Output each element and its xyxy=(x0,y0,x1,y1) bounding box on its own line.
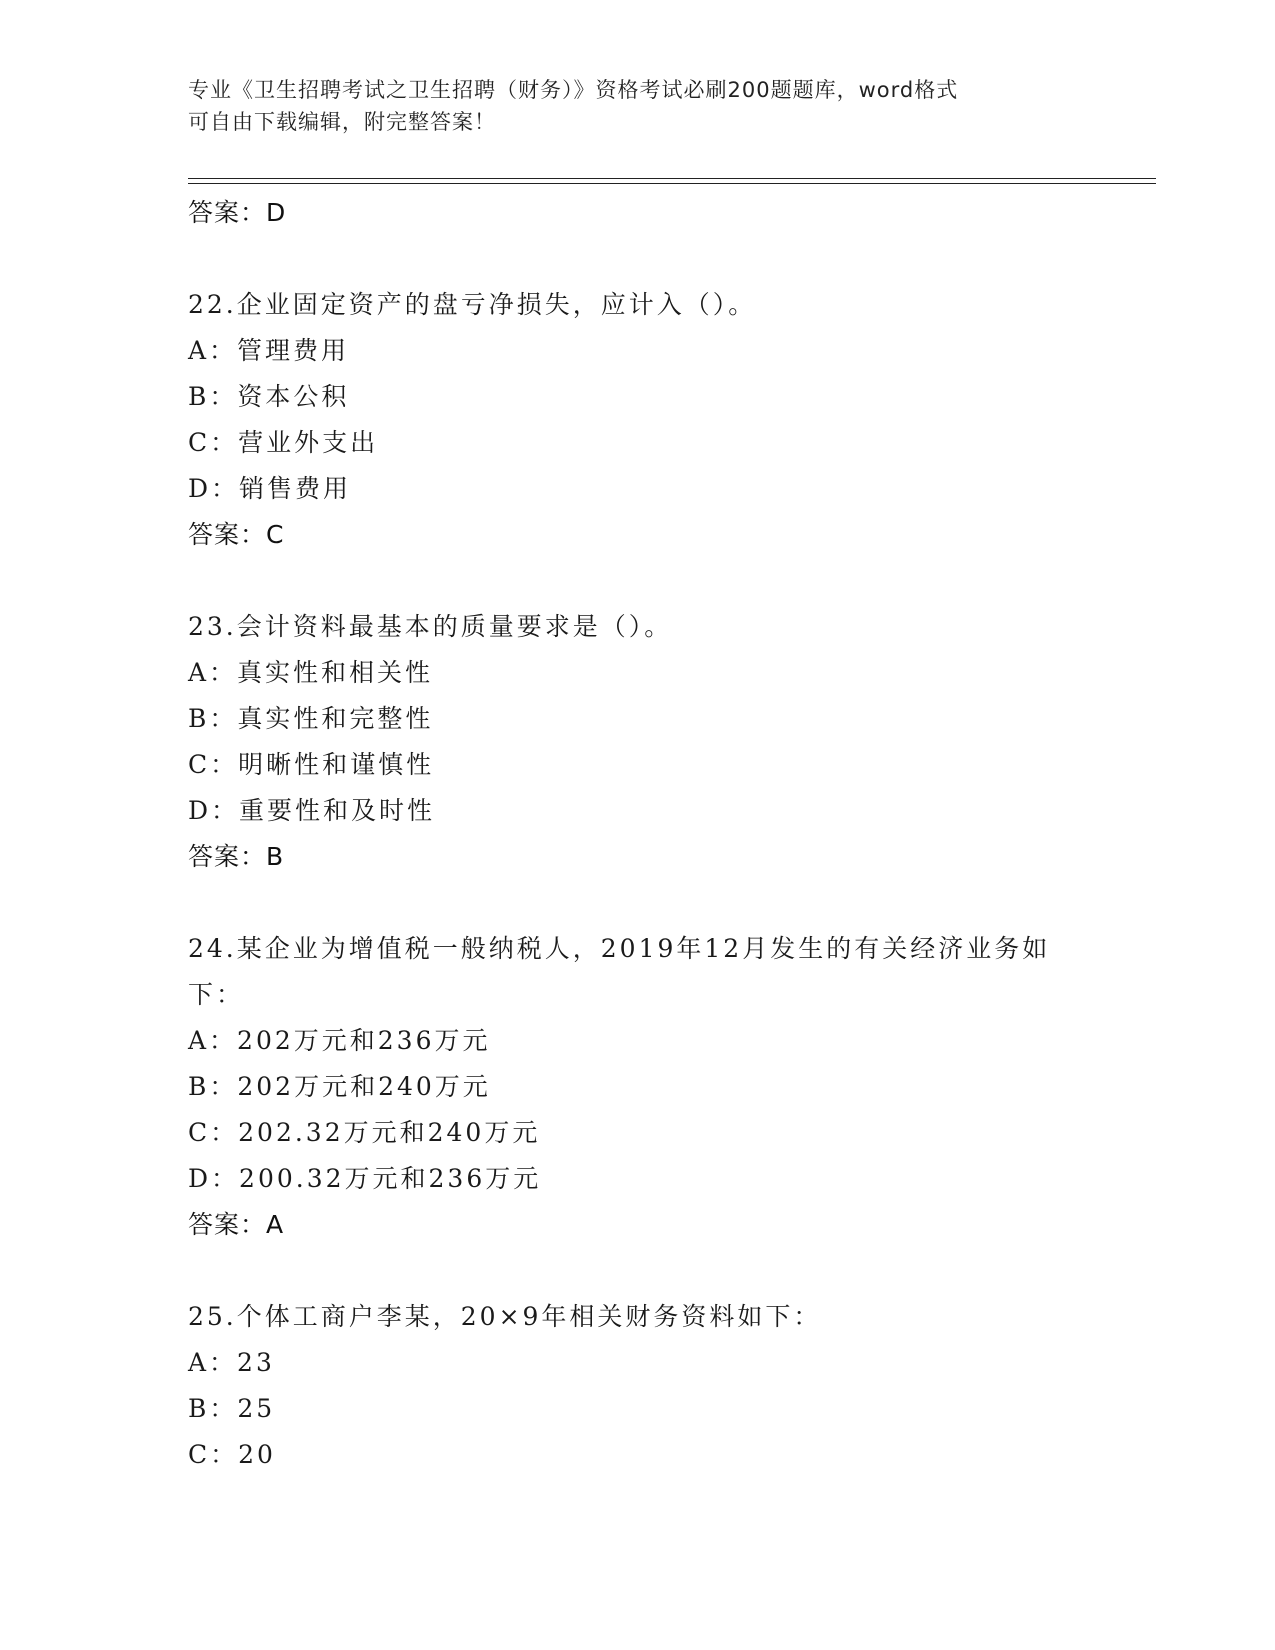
option-d: D：重要性和及时性 xyxy=(188,796,436,825)
header-divider-bottom xyxy=(188,183,1156,184)
question-stem: 25.个体工商户李某，20×9年相关财务资料如下： xyxy=(188,1302,822,1331)
option-a: A：202万元和236万元 xyxy=(188,1026,491,1055)
option-c: C：20 xyxy=(188,1440,276,1469)
option-b: B：25 xyxy=(188,1394,276,1423)
question-23 xyxy=(188,604,1088,880)
question-stem: 23.会计资料最基本的质量要求是（）。 xyxy=(188,612,673,641)
option-b: B：202万元和240万元 xyxy=(188,1072,491,1101)
option-c: C：202.32万元和240万元 xyxy=(188,1118,541,1147)
option-b: B：资本公积 xyxy=(188,382,350,411)
answer-line: 答案：B xyxy=(188,842,285,871)
option-c: C：明晰性和谨慎性 xyxy=(188,750,435,779)
header-divider-top xyxy=(188,178,1156,179)
document-header xyxy=(188,74,1068,138)
question-24 xyxy=(188,926,1088,1248)
question-22 xyxy=(188,282,1088,558)
option-d: D：200.32万元和236万元 xyxy=(188,1164,542,1193)
option-a: A：23 xyxy=(188,1348,275,1377)
answer-line: 答案：D xyxy=(188,198,287,227)
option-a: A：管理费用 xyxy=(188,336,350,365)
question-stem: 22.企业固定资产的盘亏净损失，应计入（）。 xyxy=(188,290,757,319)
question-25 xyxy=(188,1294,1088,1478)
header-line-1: 专业《卫生招聘考试之卫生招聘（财务）》资格考试必刷200题题库，word格式 xyxy=(188,78,959,102)
answer-line: 答案：C xyxy=(188,520,285,549)
option-d: D：销售费用 xyxy=(188,474,352,503)
option-a: A：真实性和相关性 xyxy=(188,658,434,687)
question-stem: 24.某企业为增值税一般纳税人，2019年12月发生的有关经济业务如下： xyxy=(188,934,1051,1009)
question-list xyxy=(188,190,1088,1478)
answer-line: 答案：A xyxy=(188,1210,285,1239)
option-c: C：营业外支出 xyxy=(188,428,379,457)
header-line-2: 可自由下载编辑，附完整答案！ xyxy=(188,110,496,134)
option-b: B：真实性和完整性 xyxy=(188,704,434,733)
